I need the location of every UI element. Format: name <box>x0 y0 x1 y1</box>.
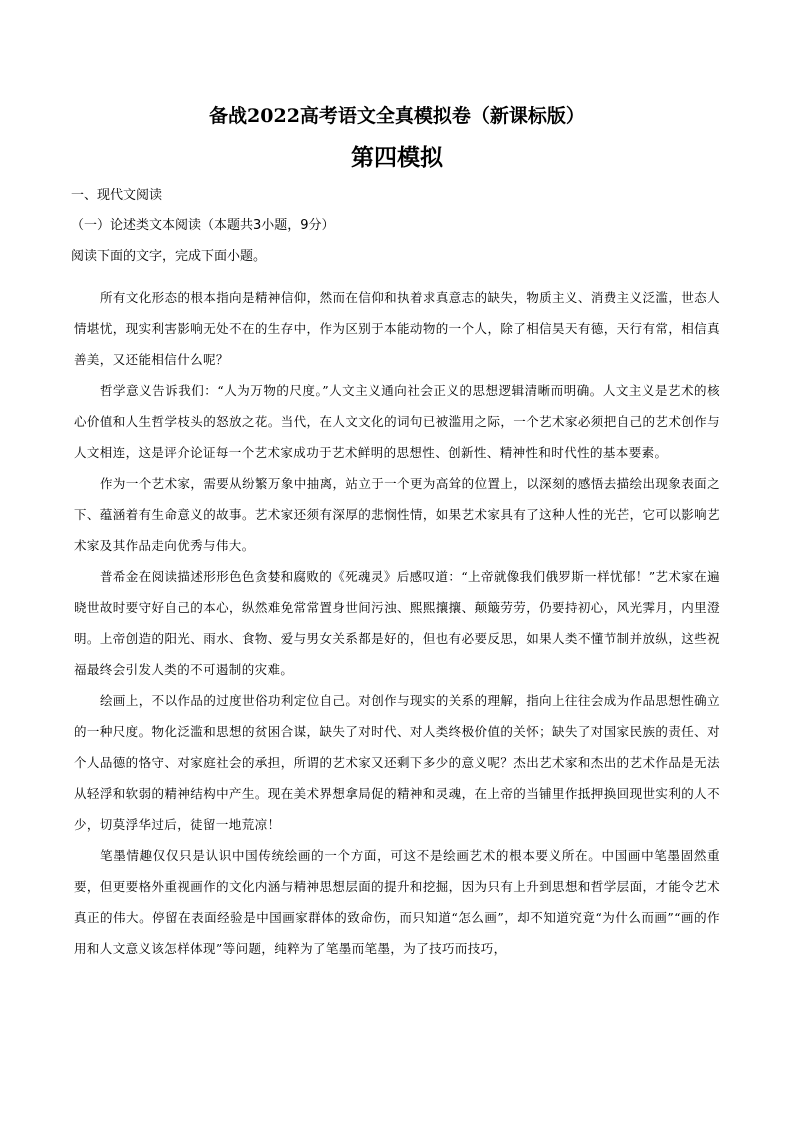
passage-paragraph: 绘画上，不以作品的过度世俗功利定位自己。对创作与现实的关系的理解，指向上往往会成为作品思想性确立的一种尺度。物化泛滥和思想的贫困合谋，缺失了对时代、对人类终极价值的关怀；缺失了对国家民族的责任、对个人品德的恪守、对家庭社会的承担，所谓的艺术家又还剩下多少的意义呢？杰出艺术家和杰出的艺术作品是无法从轻浮和软弱的精神结构中产生。现在美术界想拿局促的精神和灵魂，在上帝的当铺里作抵押换回现世实利的人不少，切莫浮华过后，徒留一地荒凉！ <box>74 693 720 832</box>
passage-paragraph: 哲学意义告诉我们：“人为万物的尺度。”人文主义通向社会正义的思想逻辑清晰而明确。人文主义是艺术的核心价值和人生哲学枝头的怒放之花。当代，在人文文化的词句已被滥用之际，一个艺术家必须把自己的艺术创作与人文相连，这是评介论证每一个艺术家成功于艺术鲜明的思想性、创新性、精神性和时代性的基本要素。 <box>74 383 720 460</box>
subsection-heading: （一）论述类文本阅读（本题共3小题，9分） <box>71 218 335 233</box>
passage-paragraph: 作为一个艺术家，需要从纷繁万象中抽离，站立于一个更为高耸的位置上，以深刻的感悟去描绘出现象表面之下、蕴涵着有生命意义的故事。艺术家还须有深厚的悲悯性情，如果艺术家具有了这种人性的光芒，它可以影响艺术家及其作品走向优秀与伟大。 <box>74 476 720 553</box>
section-heading: 一、现代文阅读 <box>71 188 163 203</box>
reading-instruction: 阅读下面的文字，完成下面小题。 <box>71 249 267 264</box>
passage-body <box>74 282 720 964</box>
page-title: 备战2022高考语文全真模拟卷（新课标版） <box>209 105 585 127</box>
page-subtitle: 第四模拟 <box>351 145 443 171</box>
passage-paragraph: 所有文化形态的根本指向是精神信仰，然而在信仰和执着求真意志的缺失，物质主义、消费主义泛滥，世态人情堪忧，现实利害影响无处不在的生存中，作为区别于本能动物的一个人，除了相信昊天有德，天行有常，相信真善美，又还能相信什么呢？ <box>74 290 720 367</box>
passage-paragraph: 普希金在阅读描述形形色色贪婪和腐败的《死魂灵》后感叹道：“上帝就像我们俄罗斯一样忧郁！”艺术家在遍晓世故时要守好自己的本心，纵然难免常常置身世间污浊、熙熙攘攘、颠簸劳劳，仍要持初心，风光霁月，内里澄明。上帝创造的阳光、雨水、食物、爱与男女关系都是好的，但也有必要反思，如果人类不懂节制并放纵，这些祝福最终会引发人类的不可遏制的灾难。 <box>74 569 720 677</box>
passage-paragraph: 笔墨情趣仅仅只是认识中国传统绘画的一个方面，可这不是绘画艺术的根本要义所在。中国画中笔墨固然重要，但更要格外重视画作的文化内涵与精神思想层面的提升和挖掘，因为只有上升到思想和哲学层面，才能令艺术真正的伟大。停留在表面经验是中国画家群体的致命伤，而只知道“怎么画”，却不知道究竟“为什么而画”“画的作用和人文意义该怎样体现”等问题，纯粹为了笔墨而笔墨，为了技巧而技巧， <box>74 848 720 956</box>
